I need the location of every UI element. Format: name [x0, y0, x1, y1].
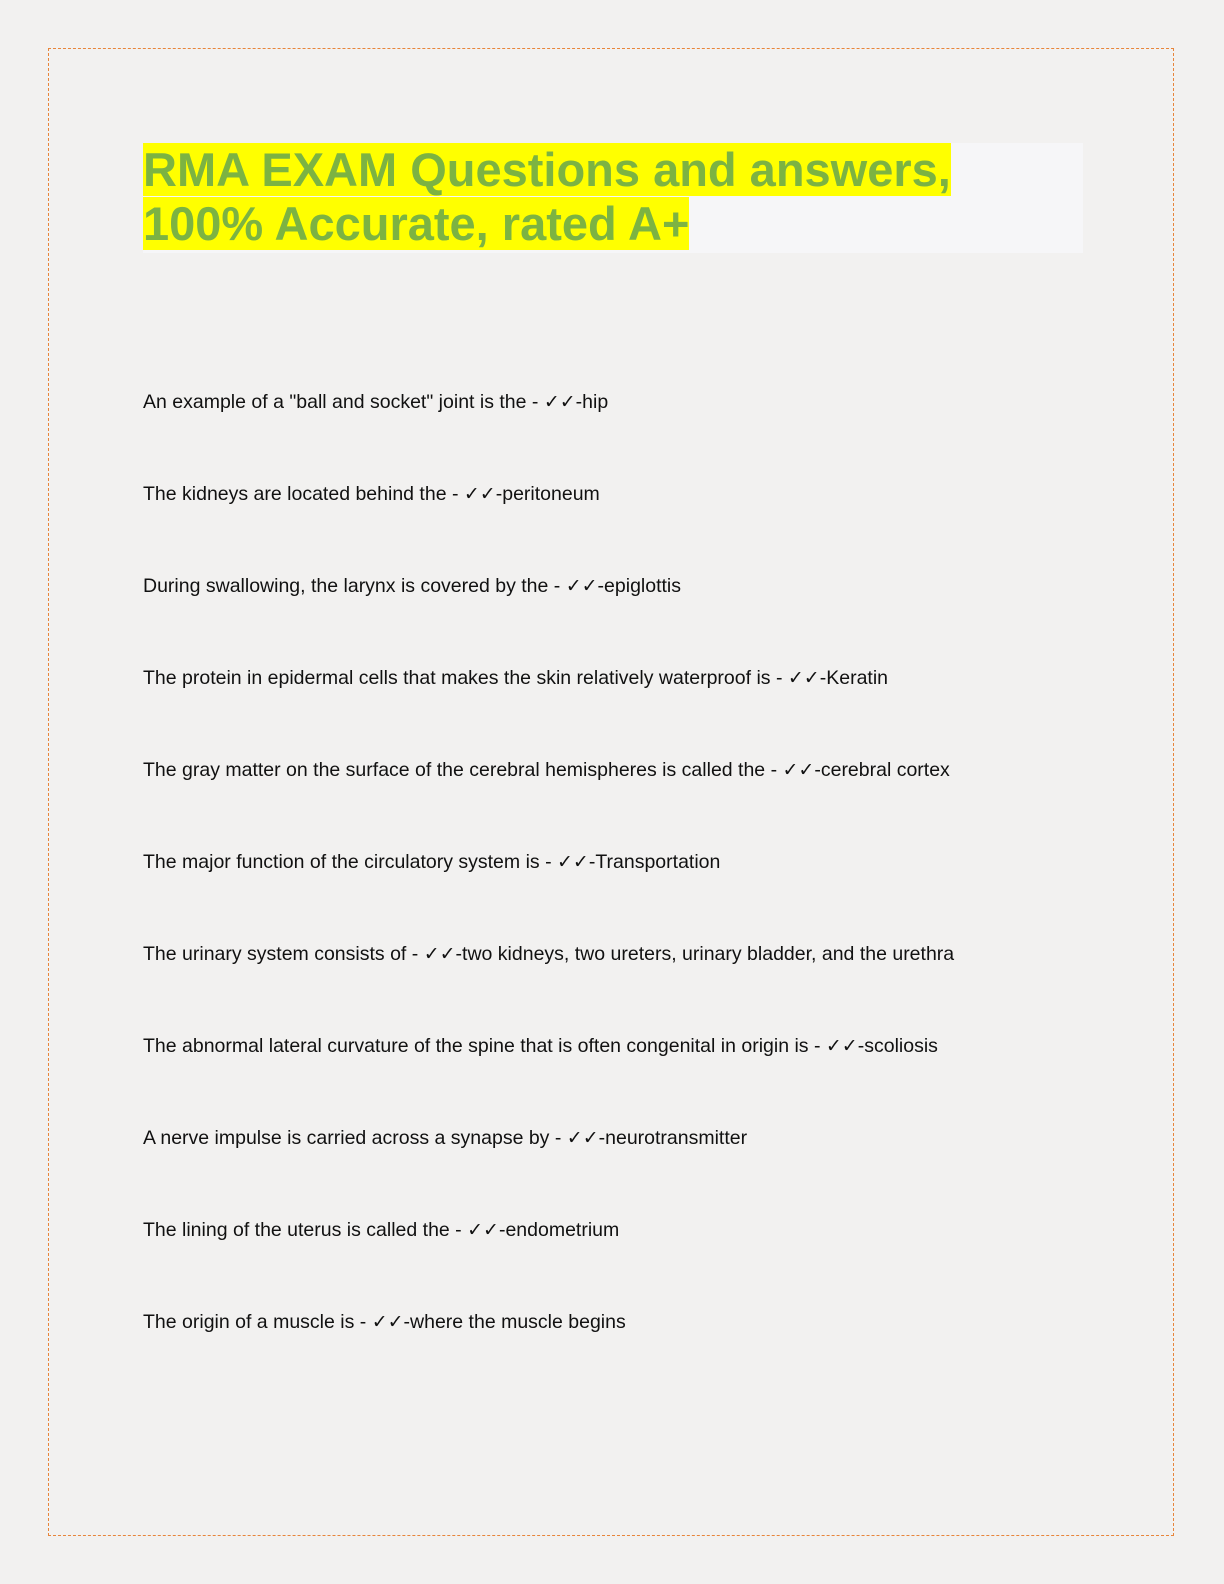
double-check-icon: ✓✓ — [543, 391, 576, 413]
answer-text: Keratin — [826, 667, 889, 689]
answer-prefix: - — [598, 1127, 606, 1149]
answer-text: Transportation — [595, 851, 721, 873]
separator: - — [449, 1219, 468, 1241]
qa-item — [143, 1032, 938, 1060]
separator: - — [765, 759, 783, 781]
title-line-1: RMA EXAM Questions and answers, — [143, 143, 951, 196]
double-check-icon: ✓✓ — [371, 1311, 404, 1333]
answer-text: epiglottis — [604, 575, 682, 597]
answer-prefix: - — [819, 667, 827, 689]
double-check-icon: ✓✓ — [566, 1127, 599, 1149]
question-text: The abnormal lateral curvature of the spine that is often congenital in origin is — [143, 1035, 809, 1057]
qa-item — [143, 1216, 619, 1244]
separator: - — [446, 483, 464, 505]
separator: - — [549, 1127, 567, 1149]
answer-prefix: - — [455, 943, 463, 965]
answer-prefix: - — [857, 1035, 865, 1057]
double-check-icon: ✓✓ — [467, 1219, 499, 1241]
qa-item — [143, 388, 608, 416]
double-check-icon: ✓✓ — [463, 483, 496, 505]
answer-prefix: - — [403, 1311, 411, 1333]
answer-text: neurotransmitter — [605, 1127, 748, 1149]
separator: - — [539, 851, 557, 873]
title-line-2: 100% Accurate, rated A+ — [143, 197, 690, 250]
double-check-icon: ✓✓ — [557, 851, 589, 873]
question-text: An example of a "ball and socket" joint is the — [143, 391, 527, 413]
question-text: The protein in epidermal cells that makes the skin relatively waterproof is — [143, 667, 771, 689]
double-check-icon: ✓✓ — [423, 943, 456, 965]
qa-item — [143, 1308, 626, 1336]
separator: - — [526, 391, 544, 413]
answer-text: two kidneys, two ureters, urinary bladder, and the urethra — [462, 943, 955, 965]
question-text: The major function of the circulatory system is — [143, 851, 540, 873]
answer-text: endometrium — [505, 1219, 620, 1241]
question-text: A nerve impulse is carried across a synapse by — [143, 1127, 550, 1149]
answer-text: hip — [582, 391, 609, 413]
double-check-icon: ✓✓ — [565, 575, 598, 597]
separator: - — [354, 1311, 372, 1333]
question-text: The gray matter on the surface of the cerebral hemispheres is called the — [143, 759, 766, 781]
answer-text: scoliosis — [864, 1035, 938, 1057]
separator: - — [770, 667, 788, 689]
question-text: The origin of a muscle is — [143, 1311, 355, 1333]
answer-prefix: - — [814, 759, 821, 781]
qa-item — [143, 1124, 747, 1152]
separator: - — [406, 943, 424, 965]
qa-item — [143, 848, 720, 876]
answer-prefix: - — [588, 851, 596, 873]
answer-prefix: - — [575, 391, 583, 413]
question-text: The kidneys are located behind the — [143, 483, 447, 505]
double-check-icon: ✓✓ — [787, 667, 820, 689]
double-check-icon: ✓✓ — [782, 759, 815, 781]
qa-item — [143, 572, 681, 600]
separator: - — [548, 575, 566, 597]
qa-item — [143, 756, 950, 784]
answer-text: peritoneum — [502, 483, 600, 505]
qa-item — [143, 480, 600, 508]
answer-prefix: - — [495, 483, 503, 505]
answer-prefix: - — [597, 575, 605, 597]
answer-text: where the muscle begins — [410, 1311, 626, 1333]
document-title — [143, 143, 1083, 251]
double-check-icon: ✓✓ — [825, 1035, 858, 1057]
separator: - — [808, 1035, 826, 1057]
qa-item — [143, 940, 954, 968]
question-text: The urinary system consists of — [143, 943, 407, 965]
question-text: During swallowing, the larynx is covered by the — [143, 575, 549, 597]
answer-text: cerebral cortex — [820, 759, 950, 781]
answer-prefix: - — [498, 1219, 506, 1241]
qa-item — [143, 664, 888, 692]
question-text: The lining of the uterus is called the — [143, 1219, 450, 1241]
